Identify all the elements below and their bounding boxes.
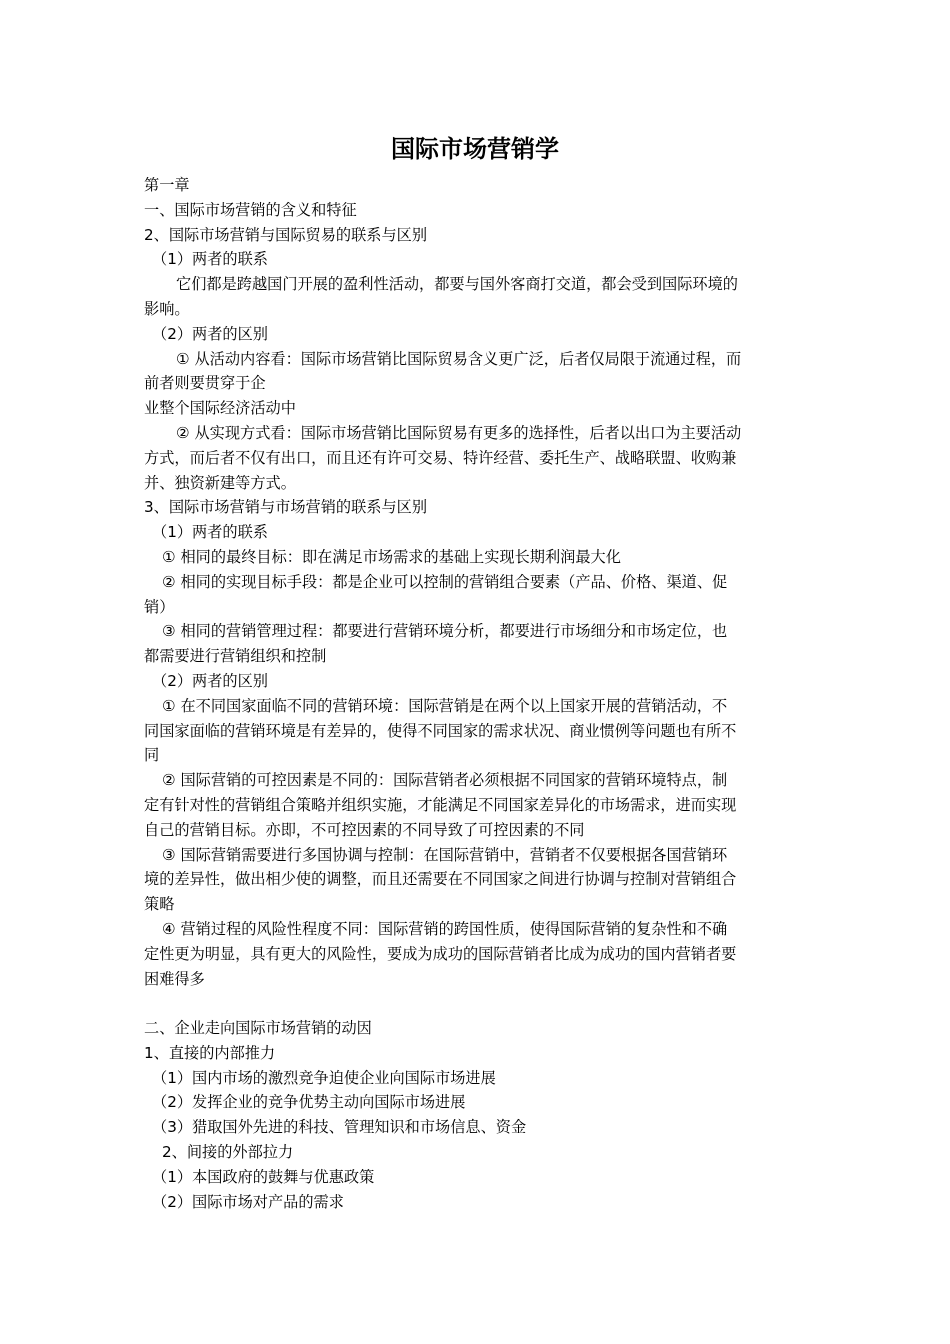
blank-line [144, 991, 806, 1016]
paragraph-line: 困难得多 [144, 969, 205, 988]
subsection-heading: 1、直接的内部推力 [144, 1043, 276, 1062]
subsection-heading: 3、国际市场营销与市场营销的联系与区别 [144, 498, 428, 517]
paragraph-line: 都需要进行营销组织和控制 [144, 647, 327, 666]
list-item: （2）发挥企业的竞争优势主动向国际市场进展 [152, 1093, 466, 1112]
section-heading: 二、企业走向国际市场营销的动因 [144, 1019, 372, 1038]
paragraph-line: 境的差异性，做出相少使的调整，而且还需要在不同国家之间进行协调与控制对营销组合 [144, 870, 737, 889]
paragraph-line: 定性更为明显，具有更大的风险性，要成为成功的国际营销者比成为成功的国内营销者要 [144, 944, 737, 963]
paragraph-line: ② 相同的实现目标手段：都是企业可以控制的营销组合要素（产品、价格、渠道、促 [162, 572, 728, 591]
list-item: （2）国际市场对产品的需求 [152, 1192, 344, 1211]
paragraph-line: ① 相同的最终目标：即在满足市场需求的基础上实现长期利润最大化 [162, 547, 621, 566]
document-title: 国际市场营销学 [391, 135, 559, 163]
paragraph-line: 影响。 [144, 299, 190, 318]
paragraph-line: 前者则要贯穿于企 [144, 374, 266, 393]
paragraph-line: 它们都是跨越国门开展的盈利性活动，都要与国外客商打交道，都会受到国际环境的 [176, 275, 738, 294]
paragraph-line: 销） [144, 597, 175, 616]
list-item: （2）两者的区别 [152, 671, 268, 690]
list-item: （1）两者的联系 [152, 523, 268, 542]
list-item: （1）两者的联系 [152, 250, 268, 269]
list-item: （2）两者的区别 [152, 324, 268, 343]
paragraph-line: ② 从实现方式看：国际市场营销比国际贸易有更多的选择性，后者以出口为主要活动 [176, 423, 742, 442]
chapter-heading: 第一章 [144, 176, 190, 194]
section-heading: 一、国际市场营销的含义和特征 [144, 200, 357, 219]
list-item: （3）猎取国外先进的科技、管理知识和市场信息、资金 [152, 1118, 527, 1137]
subsection-heading: 2、间接的外部拉力 [162, 1143, 294, 1162]
list-item: （1）本国政府的鼓舞与优惠政策 [152, 1167, 375, 1186]
paragraph-line: ① 在不同国家面临不同的营销环境：国际营销是在两个以上国家开展的营销活动，不 [162, 696, 728, 715]
document-body [144, 173, 806, 1214]
list-item: （1）国内市场的激烈竞争迫使企业向国际市场进展 [152, 1068, 496, 1087]
paragraph-line: 业整个国际经济活动中 [144, 399, 296, 418]
paragraph-line: 同国家面临的营销环境是有差异的，使得不同国家的需求状况、商业惯例等问题也有所不 [144, 721, 737, 740]
paragraph-line: ③ 相同的营销管理过程：都要进行营销环境分析，都要进行市场细分和市场定位，也 [162, 622, 728, 641]
paragraph-line: ① 从活动内容看：国际市场营销比国际贸易含义更广泛，后者仅局限于流通过程，而 [176, 349, 742, 368]
paragraph-line: ② 国际营销的可控因素是不同的：国际营销者必须根据不同国家的营销环境特点，制 [162, 771, 728, 790]
paragraph-line: 方式，而后者不仅有出口，而且还有许可交易、特许经营、委托生产、战略联盟、收购兼 [144, 448, 737, 467]
paragraph-line: ③ 国际营销需要进行多国协调与控制：在国际营销中，营销者不仅要根据各国营销环 [162, 845, 728, 864]
subsection-heading: 2、国际市场营销与国际贸易的联系与区别 [144, 225, 428, 244]
paragraph-line: ④ 营销过程的风险性程度不同：国际营销的跨国性质，使得国际营销的复杂性和不确 [162, 919, 728, 938]
paragraph-line: 同 [144, 746, 160, 765]
paragraph-line: 并、独资新建等方式。 [144, 473, 296, 492]
paragraph-line: 定有针对性的营销组合策略并组织实施，才能满足不同国家差异化的市场需求，进而实现 [144, 795, 737, 814]
paragraph-line: 策略 [144, 895, 175, 914]
paragraph-line: 自己的营销目标。亦即，不可控因素的不同导致了可控因素的不同 [144, 820, 585, 839]
